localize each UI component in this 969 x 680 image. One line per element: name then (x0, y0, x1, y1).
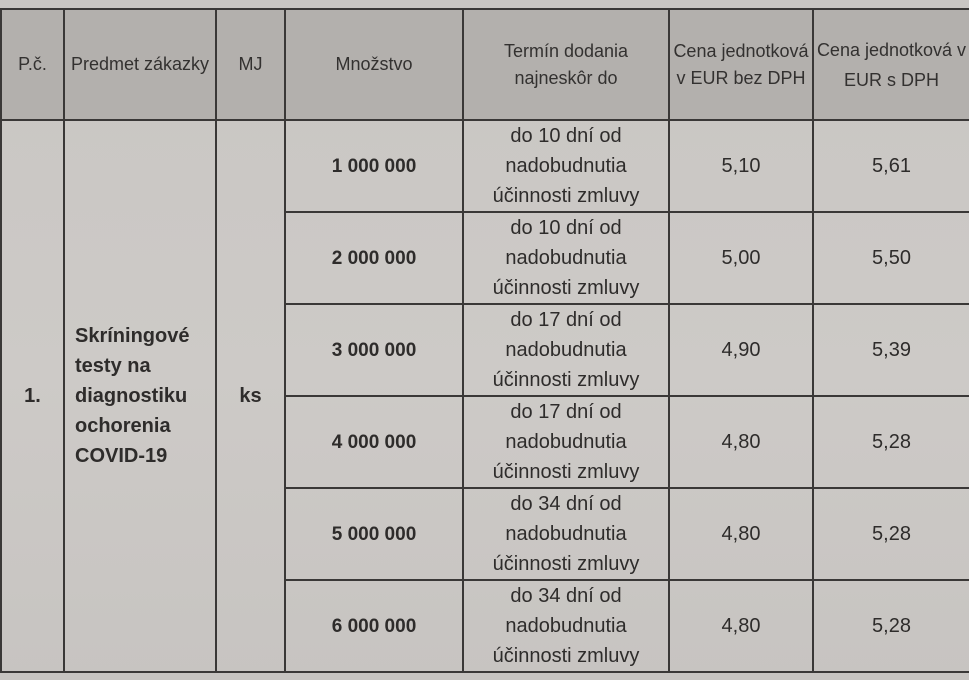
quantity-cell: 2 000 000 (285, 212, 463, 304)
header-pc: P.č. (1, 9, 64, 120)
item-unit: ks (216, 120, 285, 672)
quantity-cell: 4 000 000 (285, 396, 463, 488)
header-subject: Predmet zákazky (64, 9, 216, 120)
term-cell: do 34 dní od nadobudnutia účinnosti zmluvy (463, 488, 669, 580)
price-without-vat-cell: 4,80 (669, 580, 813, 672)
item-subject: Skríningové testy na diagnostiku ochorenia COVID-19 (64, 120, 216, 672)
table-row (1, 120, 969, 212)
table-header-row (1, 9, 969, 120)
header-quantity: Množstvo (285, 9, 463, 120)
price-with-vat-cell: 5,61 (813, 120, 969, 212)
header-price-without-vat: Cena jednotková v EUR bez DPH (669, 9, 813, 120)
term-cell: do 10 dní od nadobudnutia účinnosti zmluvy (463, 212, 669, 304)
price-without-vat-cell: 4,80 (669, 488, 813, 580)
term-cell: do 17 dní od nadobudnutia účinnosti zmluvy (463, 304, 669, 396)
header-price-with-vat: Cena jednotková v EUR s DPH (813, 9, 969, 120)
price-with-vat-cell: 5,28 (813, 488, 969, 580)
item-number: 1. (1, 120, 64, 672)
price-table (0, 8, 969, 673)
price-with-vat-cell: 5,39 (813, 304, 969, 396)
header-unit: MJ (216, 9, 285, 120)
term-cell: do 34 dní od nadobudnutia účinnosti zmluvy (463, 580, 669, 672)
price-without-vat-cell: 4,80 (669, 396, 813, 488)
price-without-vat-cell: 4,90 (669, 304, 813, 396)
price-with-vat-cell: 5,28 (813, 396, 969, 488)
header-term: Termín dodania najneskôr do (463, 9, 669, 120)
quantity-cell: 5 000 000 (285, 488, 463, 580)
term-cell: do 17 dní od nadobudnutia účinnosti zmluvy (463, 396, 669, 488)
price-with-vat-cell: 5,28 (813, 580, 969, 672)
price-with-vat-cell: 5,50 (813, 212, 969, 304)
price-without-vat-cell: 5,00 (669, 212, 813, 304)
price-without-vat-cell: 5,10 (669, 120, 813, 212)
quantity-cell: 1 000 000 (285, 120, 463, 212)
quantity-cell: 6 000 000 (285, 580, 463, 672)
term-cell: do 10 dní od nadobudnutia účinnosti zmluvy (463, 120, 669, 212)
quantity-cell: 3 000 000 (285, 304, 463, 396)
